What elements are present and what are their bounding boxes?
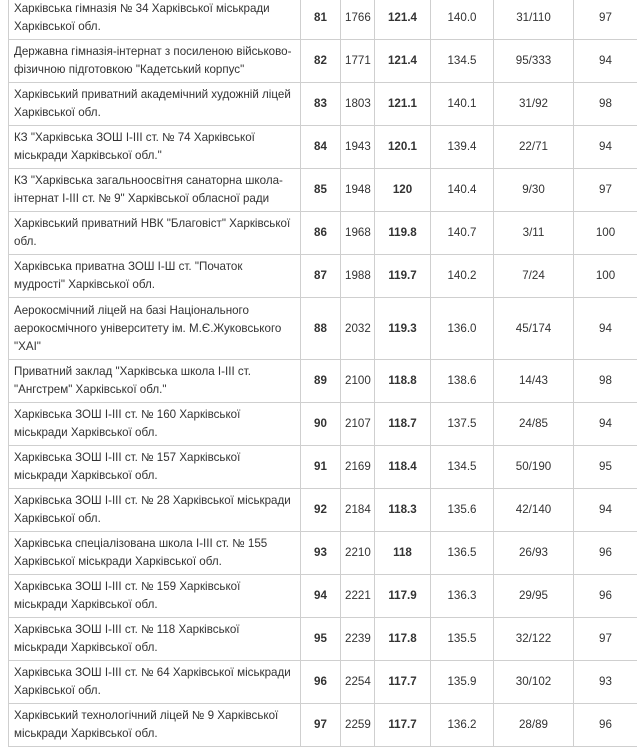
cell-score: 119.3: [375, 298, 431, 360]
cell-max: 138.6: [431, 360, 494, 403]
cell-rank: 97: [301, 704, 341, 747]
cell-max: 140.2: [431, 255, 494, 298]
table-row: [9, 661, 637, 704]
cell-code: 2259: [341, 704, 375, 747]
cell-name: Харківський приватний академічний художній ліцей Харківської обл.: [9, 83, 301, 126]
table-row: [9, 618, 637, 661]
cell-score: 117.7: [375, 661, 431, 704]
cell-code: 2254: [341, 661, 375, 704]
cell-name: Аерокосмічний ліцей на базі Національного аерокосмічного університету ім. М.Є.Жуковського "ХАІ": [9, 298, 301, 360]
cell-rank: 94: [301, 575, 341, 618]
table-row: [9, 360, 637, 403]
table-row: [9, 704, 637, 747]
cell-code: 1948: [341, 169, 375, 212]
table-body: [9, 0, 637, 747]
cell-score: 119.8: [375, 212, 431, 255]
cell-pct: 94: [574, 403, 637, 446]
cell-ratio: 31/110: [494, 0, 574, 40]
cell-rank: 83: [301, 83, 341, 126]
cell-max: 136.3: [431, 575, 494, 618]
cell-pct: 98: [574, 83, 637, 126]
cell-score: 121.1: [375, 83, 431, 126]
cell-rank: 90: [301, 403, 341, 446]
cell-rank: 84: [301, 126, 341, 169]
cell-rank: 96: [301, 661, 341, 704]
cell-rank: 91: [301, 446, 341, 489]
cell-max: 136.2: [431, 704, 494, 747]
cell-pct: 94: [574, 298, 637, 360]
cell-name: Харківська ЗОШ І-ІІІ ст. № 28 Харківської міськради Харківської обл.: [9, 489, 301, 532]
cell-ratio: 50/190: [494, 446, 574, 489]
cell-code: 2032: [341, 298, 375, 360]
cell-code: 1766: [341, 0, 375, 40]
cell-ratio: 29/95: [494, 575, 574, 618]
cell-name: Харківська ЗОШ І-ІІІ ст. № 160 Харківської міськради Харківської обл.: [9, 403, 301, 446]
school-ranking-table: [8, 0, 637, 747]
cell-pct: 100: [574, 212, 637, 255]
cell-rank: 87: [301, 255, 341, 298]
cell-max: 139.4: [431, 126, 494, 169]
cell-score: 117.7: [375, 704, 431, 747]
cell-code: 1988: [341, 255, 375, 298]
cell-score: 117.8: [375, 618, 431, 661]
cell-name: Харківський приватний НВК "Благовіст" Харківської обл.: [9, 212, 301, 255]
cell-max: 134.5: [431, 40, 494, 83]
cell-ratio: 45/174: [494, 298, 574, 360]
cell-rank: 88: [301, 298, 341, 360]
cell-pct: 93: [574, 661, 637, 704]
cell-score: 120: [375, 169, 431, 212]
table-row: [9, 532, 637, 575]
cell-max: 140.4: [431, 169, 494, 212]
cell-ratio: 24/85: [494, 403, 574, 446]
cell-max: 136.0: [431, 298, 494, 360]
table-row: [9, 126, 637, 169]
cell-score: 121.4: [375, 40, 431, 83]
table-row: [9, 40, 637, 83]
cell-code: 2184: [341, 489, 375, 532]
cell-name: Харківська ЗОШ І-ІІІ ст. № 159 Харківської міськради Харківської обл.: [9, 575, 301, 618]
cell-max: 140.0: [431, 0, 494, 40]
cell-ratio: 7/24: [494, 255, 574, 298]
cell-rank: 89: [301, 360, 341, 403]
cell-score: 118.3: [375, 489, 431, 532]
cell-ratio: 9/30: [494, 169, 574, 212]
cell-name: Харківська приватна ЗОШ І-Ш ст. "Початок мудрості" Харківської обл.: [9, 255, 301, 298]
table-row: [9, 446, 637, 489]
cell-code: 2239: [341, 618, 375, 661]
cell-score: 121.4: [375, 0, 431, 40]
cell-score: 118.8: [375, 360, 431, 403]
cell-rank: 86: [301, 212, 341, 255]
table-row: [9, 489, 637, 532]
cell-code: 2100: [341, 360, 375, 403]
table-row: [9, 298, 637, 360]
cell-pct: 96: [574, 575, 637, 618]
cell-pct: 96: [574, 532, 637, 575]
cell-ratio: 14/43: [494, 360, 574, 403]
cell-pct: 97: [574, 0, 637, 40]
cell-max: 135.5: [431, 618, 494, 661]
cell-pct: 97: [574, 618, 637, 661]
cell-code: 1771: [341, 40, 375, 83]
table-row: [9, 255, 637, 298]
cell-name: Державна гімназія-інтернат з посиленою військово-фізичною підготовкою "Кадетський корпус": [9, 40, 301, 83]
cell-ratio: 32/122: [494, 618, 574, 661]
cell-code: 2169: [341, 446, 375, 489]
cell-ratio: 42/140: [494, 489, 574, 532]
cell-name: Харківська ЗОШ І-ІІІ ст. № 64 Харківської міськради Харківської обл.: [9, 661, 301, 704]
cell-name: Харківська ЗОШ І-ІІІ ст. № 157 Харківської міськради Харківської обл.: [9, 446, 301, 489]
cell-rank: 92: [301, 489, 341, 532]
cell-pct: 94: [574, 489, 637, 532]
cell-rank: 82: [301, 40, 341, 83]
cell-rank: 85: [301, 169, 341, 212]
cell-code: 2221: [341, 575, 375, 618]
cell-rank: 81: [301, 0, 341, 40]
cell-rank: 93: [301, 532, 341, 575]
cell-rank: 95: [301, 618, 341, 661]
table-row: [9, 0, 637, 40]
cell-name: Харківська гімназія № 34 Харківської міськради Харківської обл.: [9, 0, 301, 40]
cell-name: КЗ "Харківська загальноосвітня санаторна школа-інтернат І-ІІІ ст. № 9" Харківської обласної ради: [9, 169, 301, 212]
cell-ratio: 3/11: [494, 212, 574, 255]
cell-pct: 97: [574, 169, 637, 212]
cell-ratio: 95/333: [494, 40, 574, 83]
cell-name: КЗ "Харківська ЗОШ І-ІІІ ст. № 74 Харківської міськради Харківської обл.": [9, 126, 301, 169]
cell-code: 2210: [341, 532, 375, 575]
cell-ratio: 28/89: [494, 704, 574, 747]
table-row: [9, 575, 637, 618]
cell-ratio: 26/93: [494, 532, 574, 575]
cell-pct: 100: [574, 255, 637, 298]
cell-score: 118.7: [375, 403, 431, 446]
cell-code: 1803: [341, 83, 375, 126]
cell-max: 140.7: [431, 212, 494, 255]
table-row: [9, 83, 637, 126]
cell-max: 134.5: [431, 446, 494, 489]
cell-pct: 95: [574, 446, 637, 489]
cell-pct: 94: [574, 126, 637, 169]
cell-max: 137.5: [431, 403, 494, 446]
cell-score: 118: [375, 532, 431, 575]
cell-code: 1943: [341, 126, 375, 169]
cell-max: 135.9: [431, 661, 494, 704]
table-row: [9, 212, 637, 255]
cell-max: 140.1: [431, 83, 494, 126]
cell-ratio: 31/92: [494, 83, 574, 126]
cell-score: 118.4: [375, 446, 431, 489]
cell-name: Харківська ЗОШ І-ІІІ ст. № 118 Харківської міськради Харківської обл.: [9, 618, 301, 661]
cell-max: 135.6: [431, 489, 494, 532]
cell-code: 1968: [341, 212, 375, 255]
cell-ratio: 22/71: [494, 126, 574, 169]
cell-score: 120.1: [375, 126, 431, 169]
cell-max: 136.5: [431, 532, 494, 575]
cell-pct: 94: [574, 40, 637, 83]
cell-pct: 98: [574, 360, 637, 403]
table-row: [9, 169, 637, 212]
cell-ratio: 30/102: [494, 661, 574, 704]
cell-score: 117.9: [375, 575, 431, 618]
cell-pct: 96: [574, 704, 637, 747]
cell-name: Харківська спеціалізована школа І-ІІІ ст. № 155 Харківської міськради Харківської обл.: [9, 532, 301, 575]
cell-score: 119.7: [375, 255, 431, 298]
table-row: [9, 403, 637, 446]
cell-name: Приватний заклад "Харківська школа І-ІІІ ст. "Ангстрем" Харківської обл.": [9, 360, 301, 403]
cell-code: 2107: [341, 403, 375, 446]
cell-name: Харківський технологічний ліцей № 9 Харківської міськради Харківської обл.: [9, 704, 301, 747]
